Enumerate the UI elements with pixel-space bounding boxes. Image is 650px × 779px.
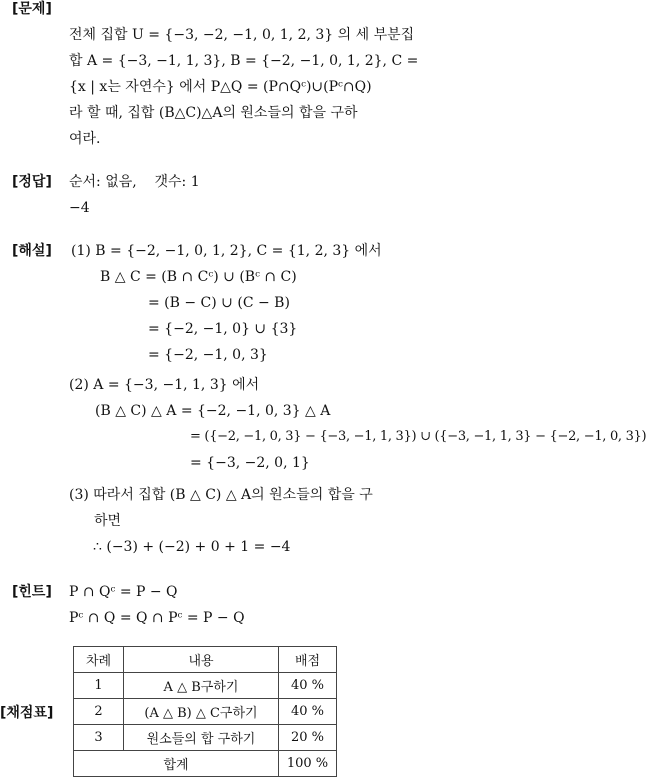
solution-label: [해설] [12, 243, 52, 259]
problem-label: [문제] [12, 1, 52, 17]
problem-line: {x | x는 자연수} 에서 P△Q = (P∩Qᶜ)∪(Pᶜ∩Q) [69, 79, 372, 95]
table-header-row [74, 647, 337, 673]
table-cell: 원소들의 합 구하기 [124, 725, 279, 751]
column-header: 배점 [279, 647, 337, 673]
hint-line: Pᶜ ∩ Q = Q ∩ Pᶜ = P − Q [69, 610, 245, 626]
solution-step3-line: (3) 따라서 집합 (B △ C) △ A의 원소들의 합을 구 [69, 487, 373, 503]
solution-step1-line: = {−2, −1, 0, 3} [148, 347, 268, 363]
table-cell: 2 [74, 699, 124, 725]
table-row [74, 673, 337, 699]
problem-line: 합 A = {−3, −1, 1, 3}, B = {−2, −1, 0, 1, 2}, C = [69, 53, 419, 69]
table-cell: 1 [74, 673, 124, 699]
solution-step2-line: (B △ C) △ A = {−2, −1, 0, 3} △ A [95, 403, 331, 419]
column-header: 내용 [124, 647, 279, 673]
problem-line: 라 할 때, 집합 (B△C)△A의 원소들의 합을 구하 [69, 105, 358, 121]
solution-step2-head: (2) A = {−3, −1, 1, 3} 에서 [69, 377, 260, 393]
hint-line: P ∩ Qᶜ = P − Q [69, 584, 178, 600]
table-cell: (A △ B) △ C구하기 [124, 699, 279, 725]
answer-meta: 순서: 없음, 갯수: 1 [69, 174, 200, 190]
answer-value: −4 [69, 200, 90, 216]
table-cell: 3 [74, 725, 124, 751]
table-cell: 20 % [279, 725, 337, 751]
problem-line: 여라. [69, 131, 101, 147]
solution-step2-line: = ({−2, −1, 0, 3} − {−3, −1, 1, 3}) ∪ ({−3, −1, 1, 3} − {−2, −1, 0, 3}) [190, 429, 647, 444]
total-value: 100 % [279, 751, 337, 777]
total-label: 합계 [74, 751, 279, 777]
table-row [74, 725, 337, 751]
solution-step1-line: = (B − C) ∪ (C − B) [148, 295, 290, 311]
table-cell: A △ B구하기 [124, 673, 279, 699]
solution-conclusion: ∴ (−3) + (−2) + 0 + 1 = −4 [93, 539, 291, 555]
table-total-row [74, 751, 337, 777]
solution-step1-line: B △ C = (B ∩ Cᶜ) ∪ (Bᶜ ∩ C) [100, 269, 297, 285]
column-header: 차례 [74, 647, 124, 673]
answer-label: [정답] [12, 174, 52, 190]
rubric-table [73, 646, 337, 777]
solution-step1-head: (1) B = {−2, −1, 0, 1, 2}, C = {1, 2, 3} 에서 [71, 243, 382, 259]
solution-step3-line: 하면 [94, 513, 122, 529]
rubric-label: [채점표] [0, 705, 54, 721]
solution-step1-line: = {−2, −1, 0} ∪ {3} [148, 321, 298, 337]
hint-label: [힌트] [12, 584, 52, 600]
table-cell: 40 % [279, 699, 337, 725]
table-row [74, 699, 337, 725]
solution-step2-line: = {−3, −2, 0, 1} [190, 455, 310, 471]
table-cell: 40 % [279, 673, 337, 699]
problem-line: 전체 집합 U = {−3, −2, −1, 0, 1, 2, 3} 의 세 부분집 [69, 27, 415, 43]
